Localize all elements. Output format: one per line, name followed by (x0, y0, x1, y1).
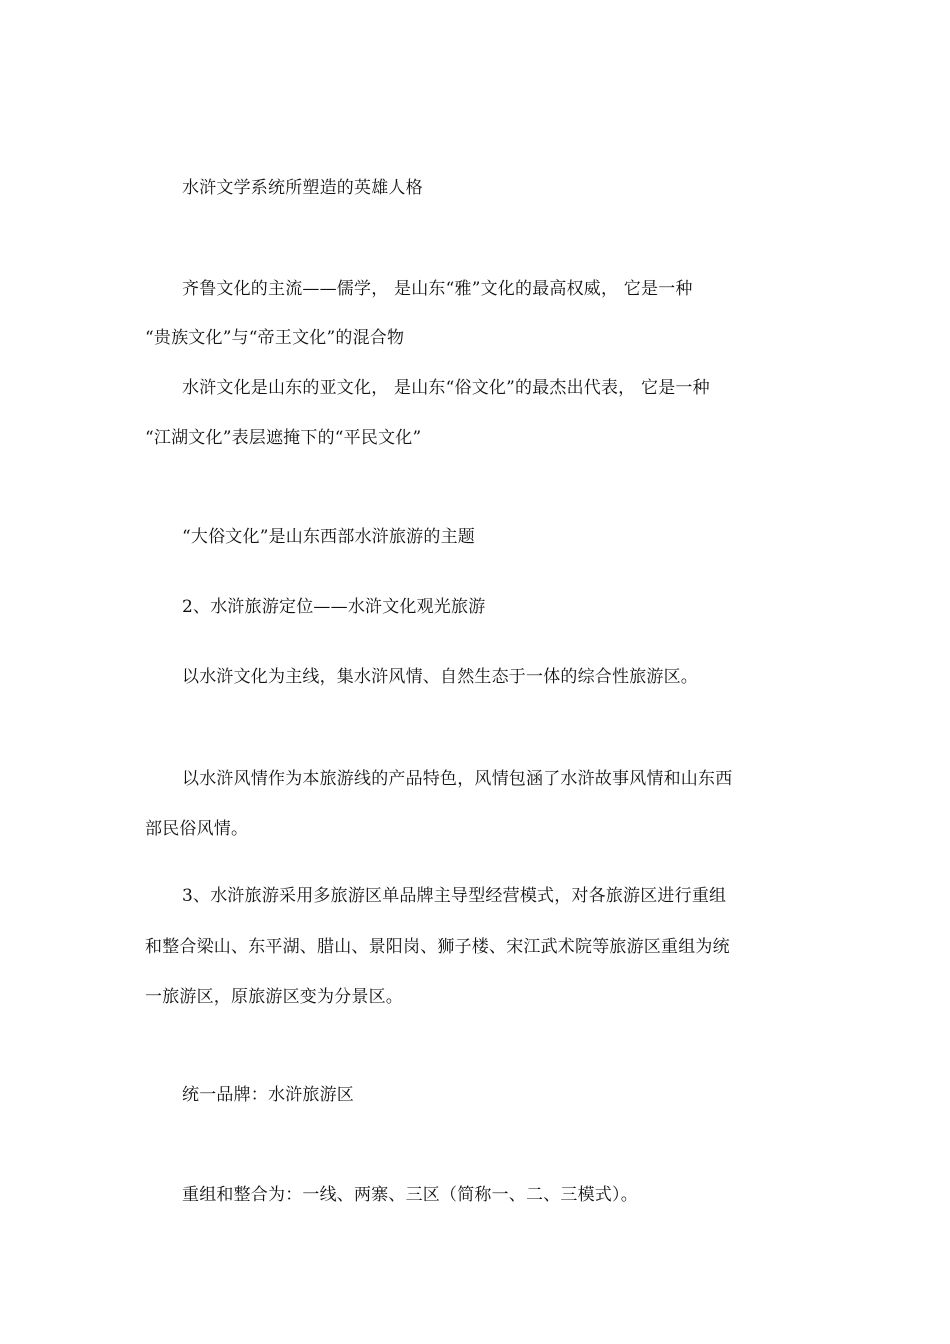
paragraph-line: “江湖文化”表层遮掩下的“平民文化” (145, 428, 422, 448)
paragraph-line: 以水浒文化为主线，集水浒风情、自然生态于一体的综合性旅游区。 (182, 667, 698, 687)
section-heading-2: 2、水浒旅游定位——水浒文化观光旅游 (182, 597, 486, 617)
paragraph-line: 重组和整合为：一线、两寨、三区（简称一、二、三模式）。 (182, 1185, 638, 1205)
paragraph-line: “贵族文化”与“帝王文化”的混合物 (145, 328, 405, 348)
section-heading-3: 3、水浒旅游采用多旅游区单品牌主导型经营模式，对各旅游区进行重组 (182, 886, 727, 906)
paragraph-line: 统一品牌：水浒旅游区 (182, 1085, 354, 1105)
paragraph-line: “大俗文化”是山东西部水浒旅游的主题 (182, 527, 475, 547)
paragraph-line: 以水浒风情作为本旅游线的产品特色，风情包涵了水浒故事风情和山东西 (182, 769, 733, 789)
paragraph-line: 和整合梁山、东平湖、腊山、景阳岗、狮子楼、宋江武术院等旅游区重组为统 (145, 937, 730, 957)
paragraph-line: 一旅游区，原旅游区变为分景区。 (145, 987, 403, 1007)
paragraph-line: 部民俗风情。 (145, 819, 249, 839)
heading-hero-personality: 水浒文学系统所塑造的英雄人格 (182, 178, 423, 198)
paragraph-line: 齐鲁文化的主流——儒学， 是山东“雅”文化的最高权威， 它是一种 (182, 279, 693, 299)
paragraph-line: 水浒文化是山东的亚文化， 是山东“俗文化”的最杰出代表， 它是一种 (182, 378, 710, 398)
